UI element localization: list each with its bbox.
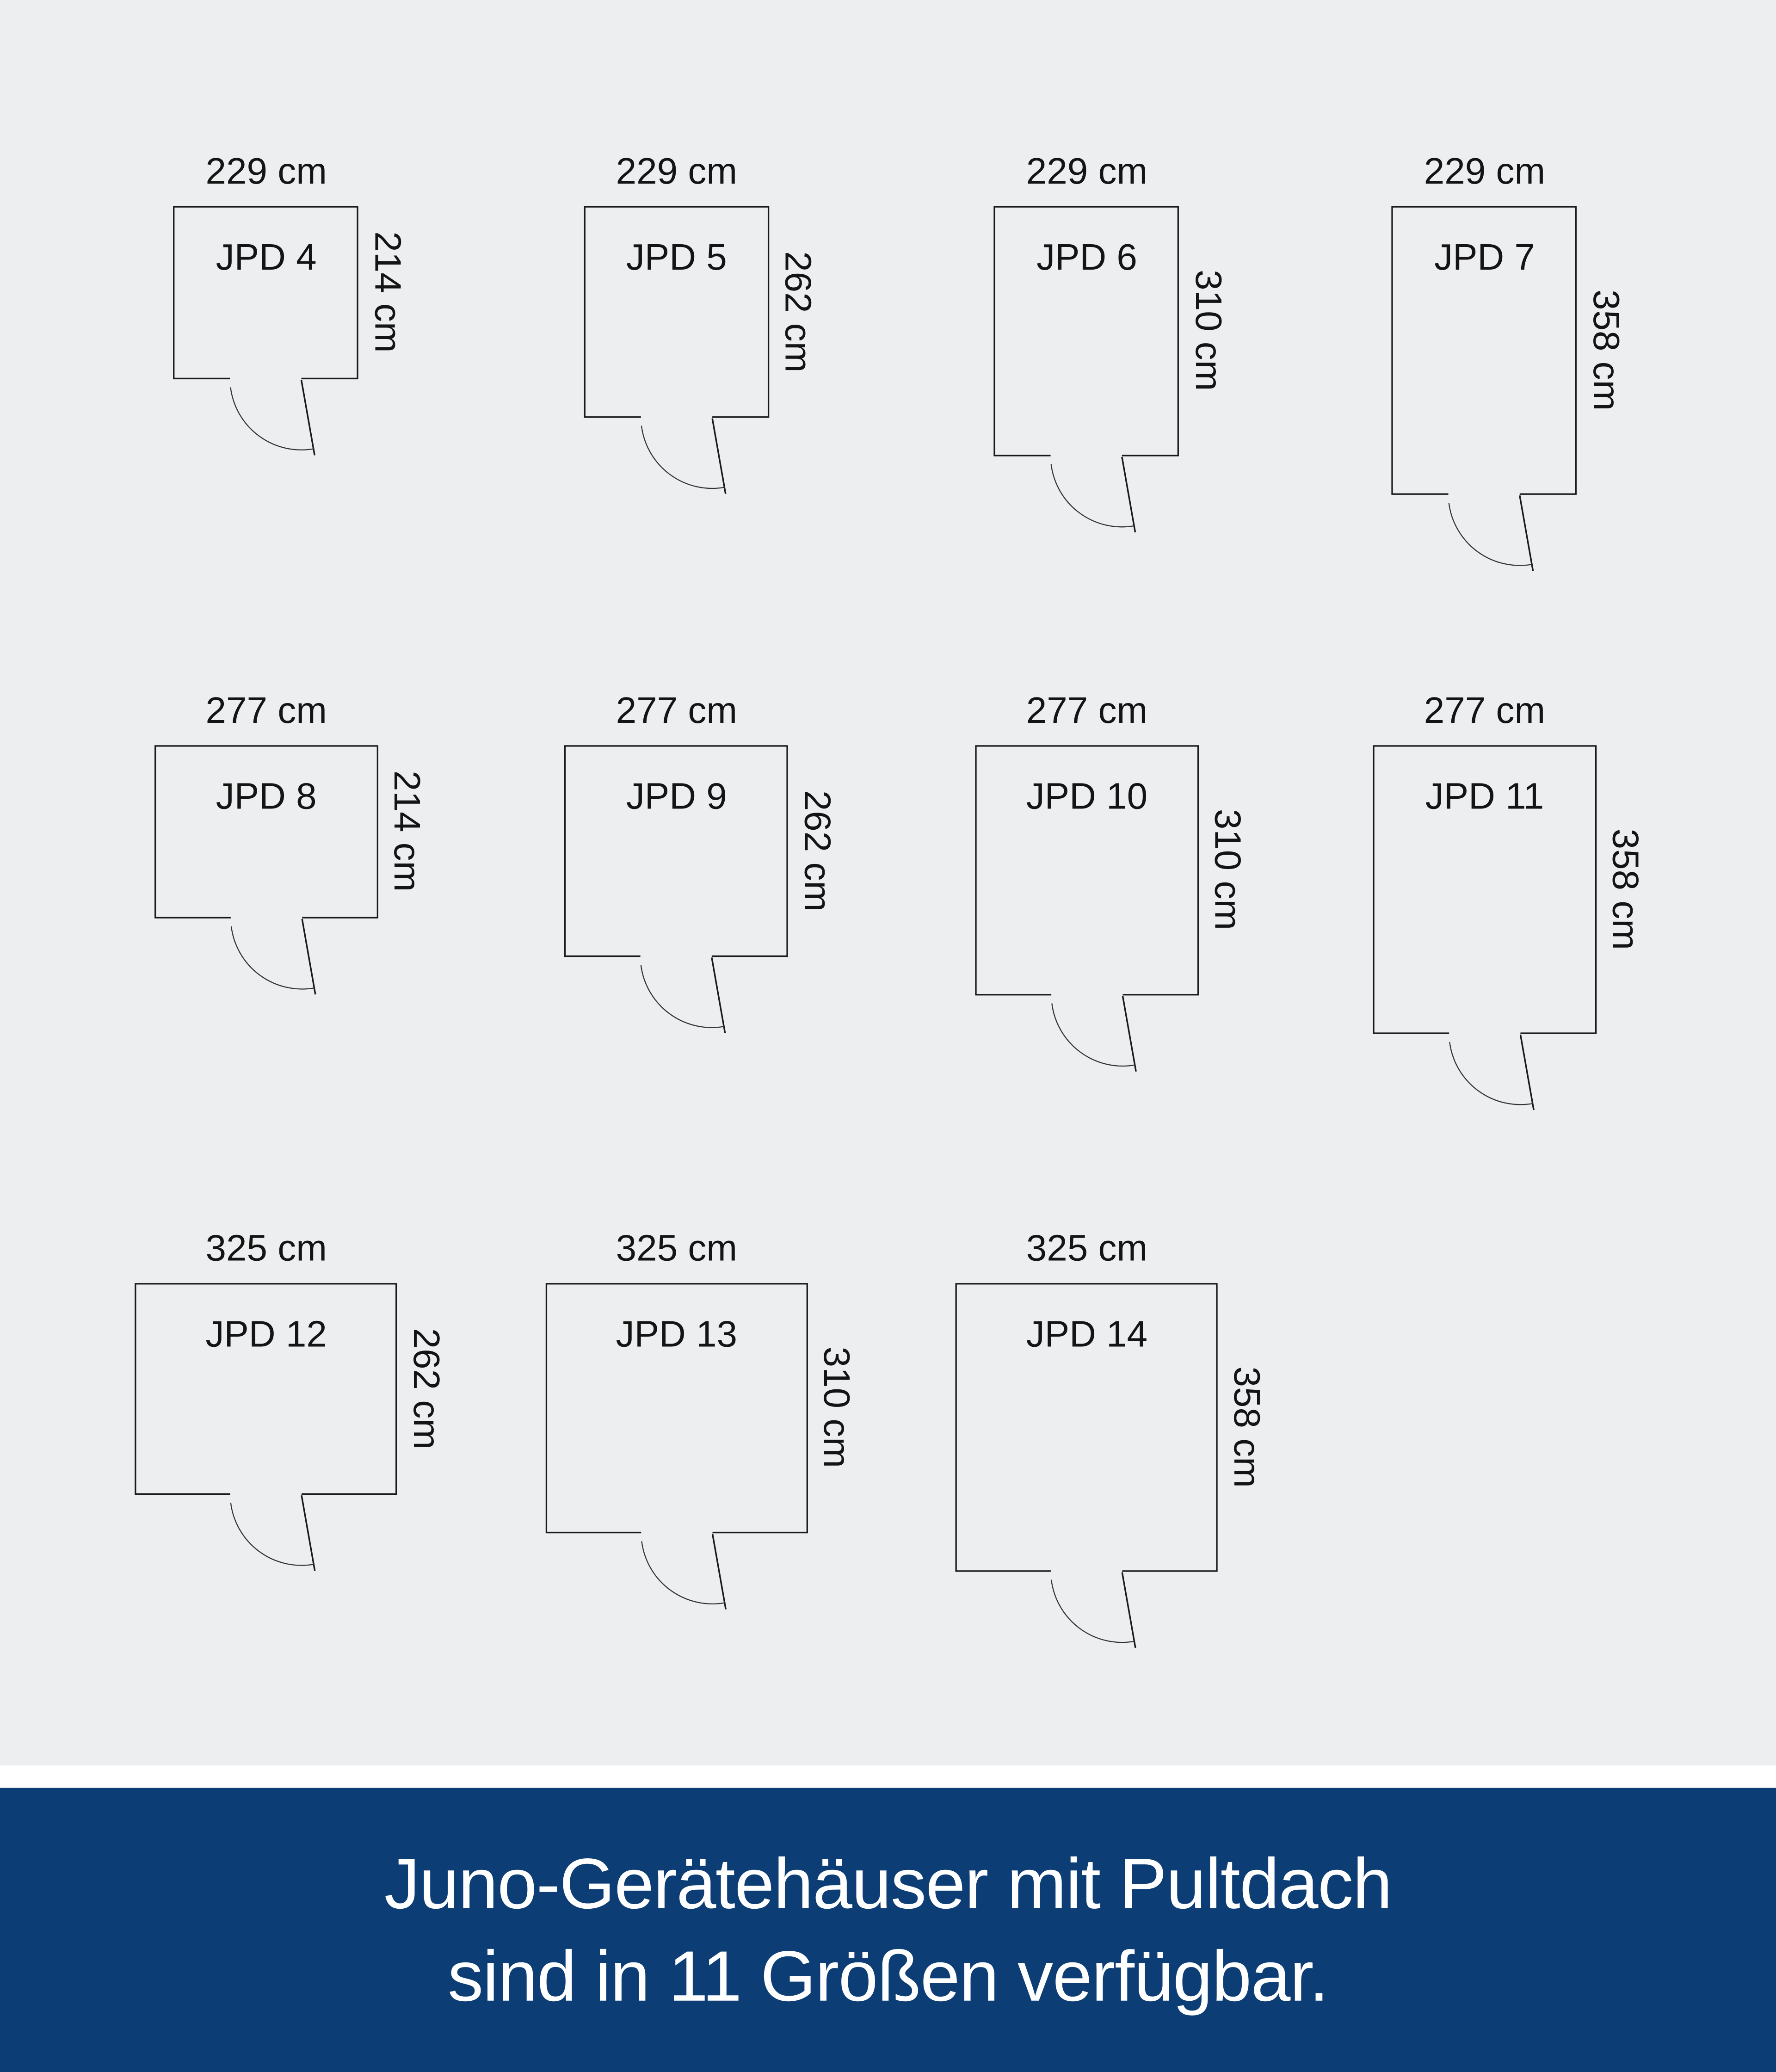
door-swing-arc bbox=[231, 1502, 314, 1565]
floorplan-drawing bbox=[1391, 204, 1579, 574]
shed-model-label: JPD 8 bbox=[216, 776, 317, 817]
floorplan-drawing bbox=[173, 204, 360, 459]
floorplan-drawing bbox=[563, 743, 789, 1037]
width-dimension-label: 325 cm bbox=[205, 1227, 327, 1269]
wall-outline bbox=[174, 206, 358, 378]
width-dimension-label: 277 cm bbox=[616, 690, 738, 731]
height-dimension-label: 358 cm bbox=[1226, 1366, 1268, 1488]
door-leaf bbox=[712, 1533, 726, 1609]
shed-model-label: JPD 5 bbox=[626, 236, 727, 278]
shed-model-label: JPD 14 bbox=[1026, 1314, 1148, 1355]
door-swing-arc bbox=[1449, 502, 1533, 565]
shed-model-label: JPD 6 bbox=[1036, 236, 1137, 278]
door-swing-arc bbox=[1052, 463, 1135, 526]
wall-outline bbox=[1374, 745, 1596, 1032]
height-dimension-label: 358 cm bbox=[1585, 289, 1627, 411]
shed-model-label: JPD 11 bbox=[1425, 776, 1544, 817]
door-leaf bbox=[302, 379, 315, 455]
divider-strip bbox=[0, 1765, 1776, 1788]
wall-outline bbox=[155, 745, 377, 917]
width-dimension-label: 325 cm bbox=[616, 1227, 738, 1269]
width-dimension-label: 277 cm bbox=[205, 690, 327, 731]
wall-outline bbox=[1393, 206, 1576, 493]
banner-line-1: Juno-Gerätehäuser mit Pultdach bbox=[384, 1844, 1392, 1924]
floorplan-drawing bbox=[544, 1281, 809, 1613]
height-dimension-label: 310 cm bbox=[816, 1347, 857, 1468]
door-leaf bbox=[302, 1495, 315, 1570]
height-dimension-label: 358 cm bbox=[1605, 828, 1646, 950]
wall-outline bbox=[976, 745, 1198, 994]
height-dimension-label: 214 cm bbox=[387, 770, 428, 892]
door-leaf bbox=[302, 919, 315, 994]
wall-outline bbox=[956, 1283, 1217, 1570]
width-dimension-label: 277 cm bbox=[1026, 690, 1148, 731]
banner-line-2: sind in 11 Größen verfügbar. bbox=[447, 1936, 1328, 2016]
door-swing-arc bbox=[231, 926, 314, 988]
width-dimension-label: 229 cm bbox=[1424, 150, 1546, 192]
door-swing-arc bbox=[641, 964, 725, 1027]
wall-outline bbox=[995, 206, 1178, 455]
floorplan-drawing bbox=[1371, 743, 1597, 1114]
door-leaf bbox=[712, 418, 726, 493]
door-swing-arc bbox=[1052, 1579, 1135, 1641]
door-leaf bbox=[1122, 995, 1136, 1071]
width-dimension-label: 325 cm bbox=[1026, 1227, 1148, 1269]
floorplan-drawing bbox=[153, 743, 379, 998]
wall-outline bbox=[546, 1283, 807, 1532]
width-dimension-label: 229 cm bbox=[1026, 150, 1148, 192]
floorplan-drawing bbox=[974, 743, 1200, 1075]
width-dimension-label: 229 cm bbox=[205, 150, 327, 192]
floorplan-drawing bbox=[134, 1281, 398, 1575]
height-dimension-label: 262 cm bbox=[406, 1327, 447, 1449]
width-dimension-label: 277 cm bbox=[1424, 690, 1546, 731]
shed-model-label: JPD 13 bbox=[616, 1314, 738, 1355]
height-dimension-label: 310 cm bbox=[1188, 270, 1229, 391]
shed-model-label: JPD 12 bbox=[205, 1314, 327, 1355]
floorplan-drawing bbox=[993, 204, 1181, 536]
width-dimension-label: 229 cm bbox=[616, 150, 738, 192]
shed-model-label: JPD 7 bbox=[1434, 236, 1535, 278]
door-leaf bbox=[1122, 456, 1136, 531]
door-leaf bbox=[712, 957, 726, 1032]
door-swing-arc bbox=[1052, 1003, 1135, 1065]
door-leaf bbox=[1122, 1572, 1136, 1647]
door-leaf bbox=[1520, 1034, 1534, 1109]
shed-model-label: JPD 9 bbox=[626, 776, 727, 817]
shed-model-label: JPD 10 bbox=[1026, 776, 1148, 817]
banner bbox=[0, 1788, 1776, 2072]
height-dimension-label: 262 cm bbox=[777, 250, 819, 372]
height-dimension-label: 310 cm bbox=[1207, 809, 1248, 931]
floorplan-drawing bbox=[583, 204, 771, 498]
door-swing-arc bbox=[1449, 1041, 1533, 1104]
height-dimension-label: 262 cm bbox=[797, 789, 838, 911]
door-swing-arc bbox=[641, 425, 725, 487]
wall-outline bbox=[585, 206, 768, 417]
shed-model-label: JPD 4 bbox=[216, 236, 317, 278]
height-dimension-label: 214 cm bbox=[367, 231, 408, 353]
floorplan-drawing bbox=[955, 1281, 1219, 1652]
wall-outline bbox=[136, 1283, 397, 1493]
door-leaf bbox=[1520, 495, 1534, 570]
door-swing-arc bbox=[641, 1541, 725, 1603]
wall-outline bbox=[566, 745, 788, 956]
door-swing-arc bbox=[231, 387, 314, 449]
